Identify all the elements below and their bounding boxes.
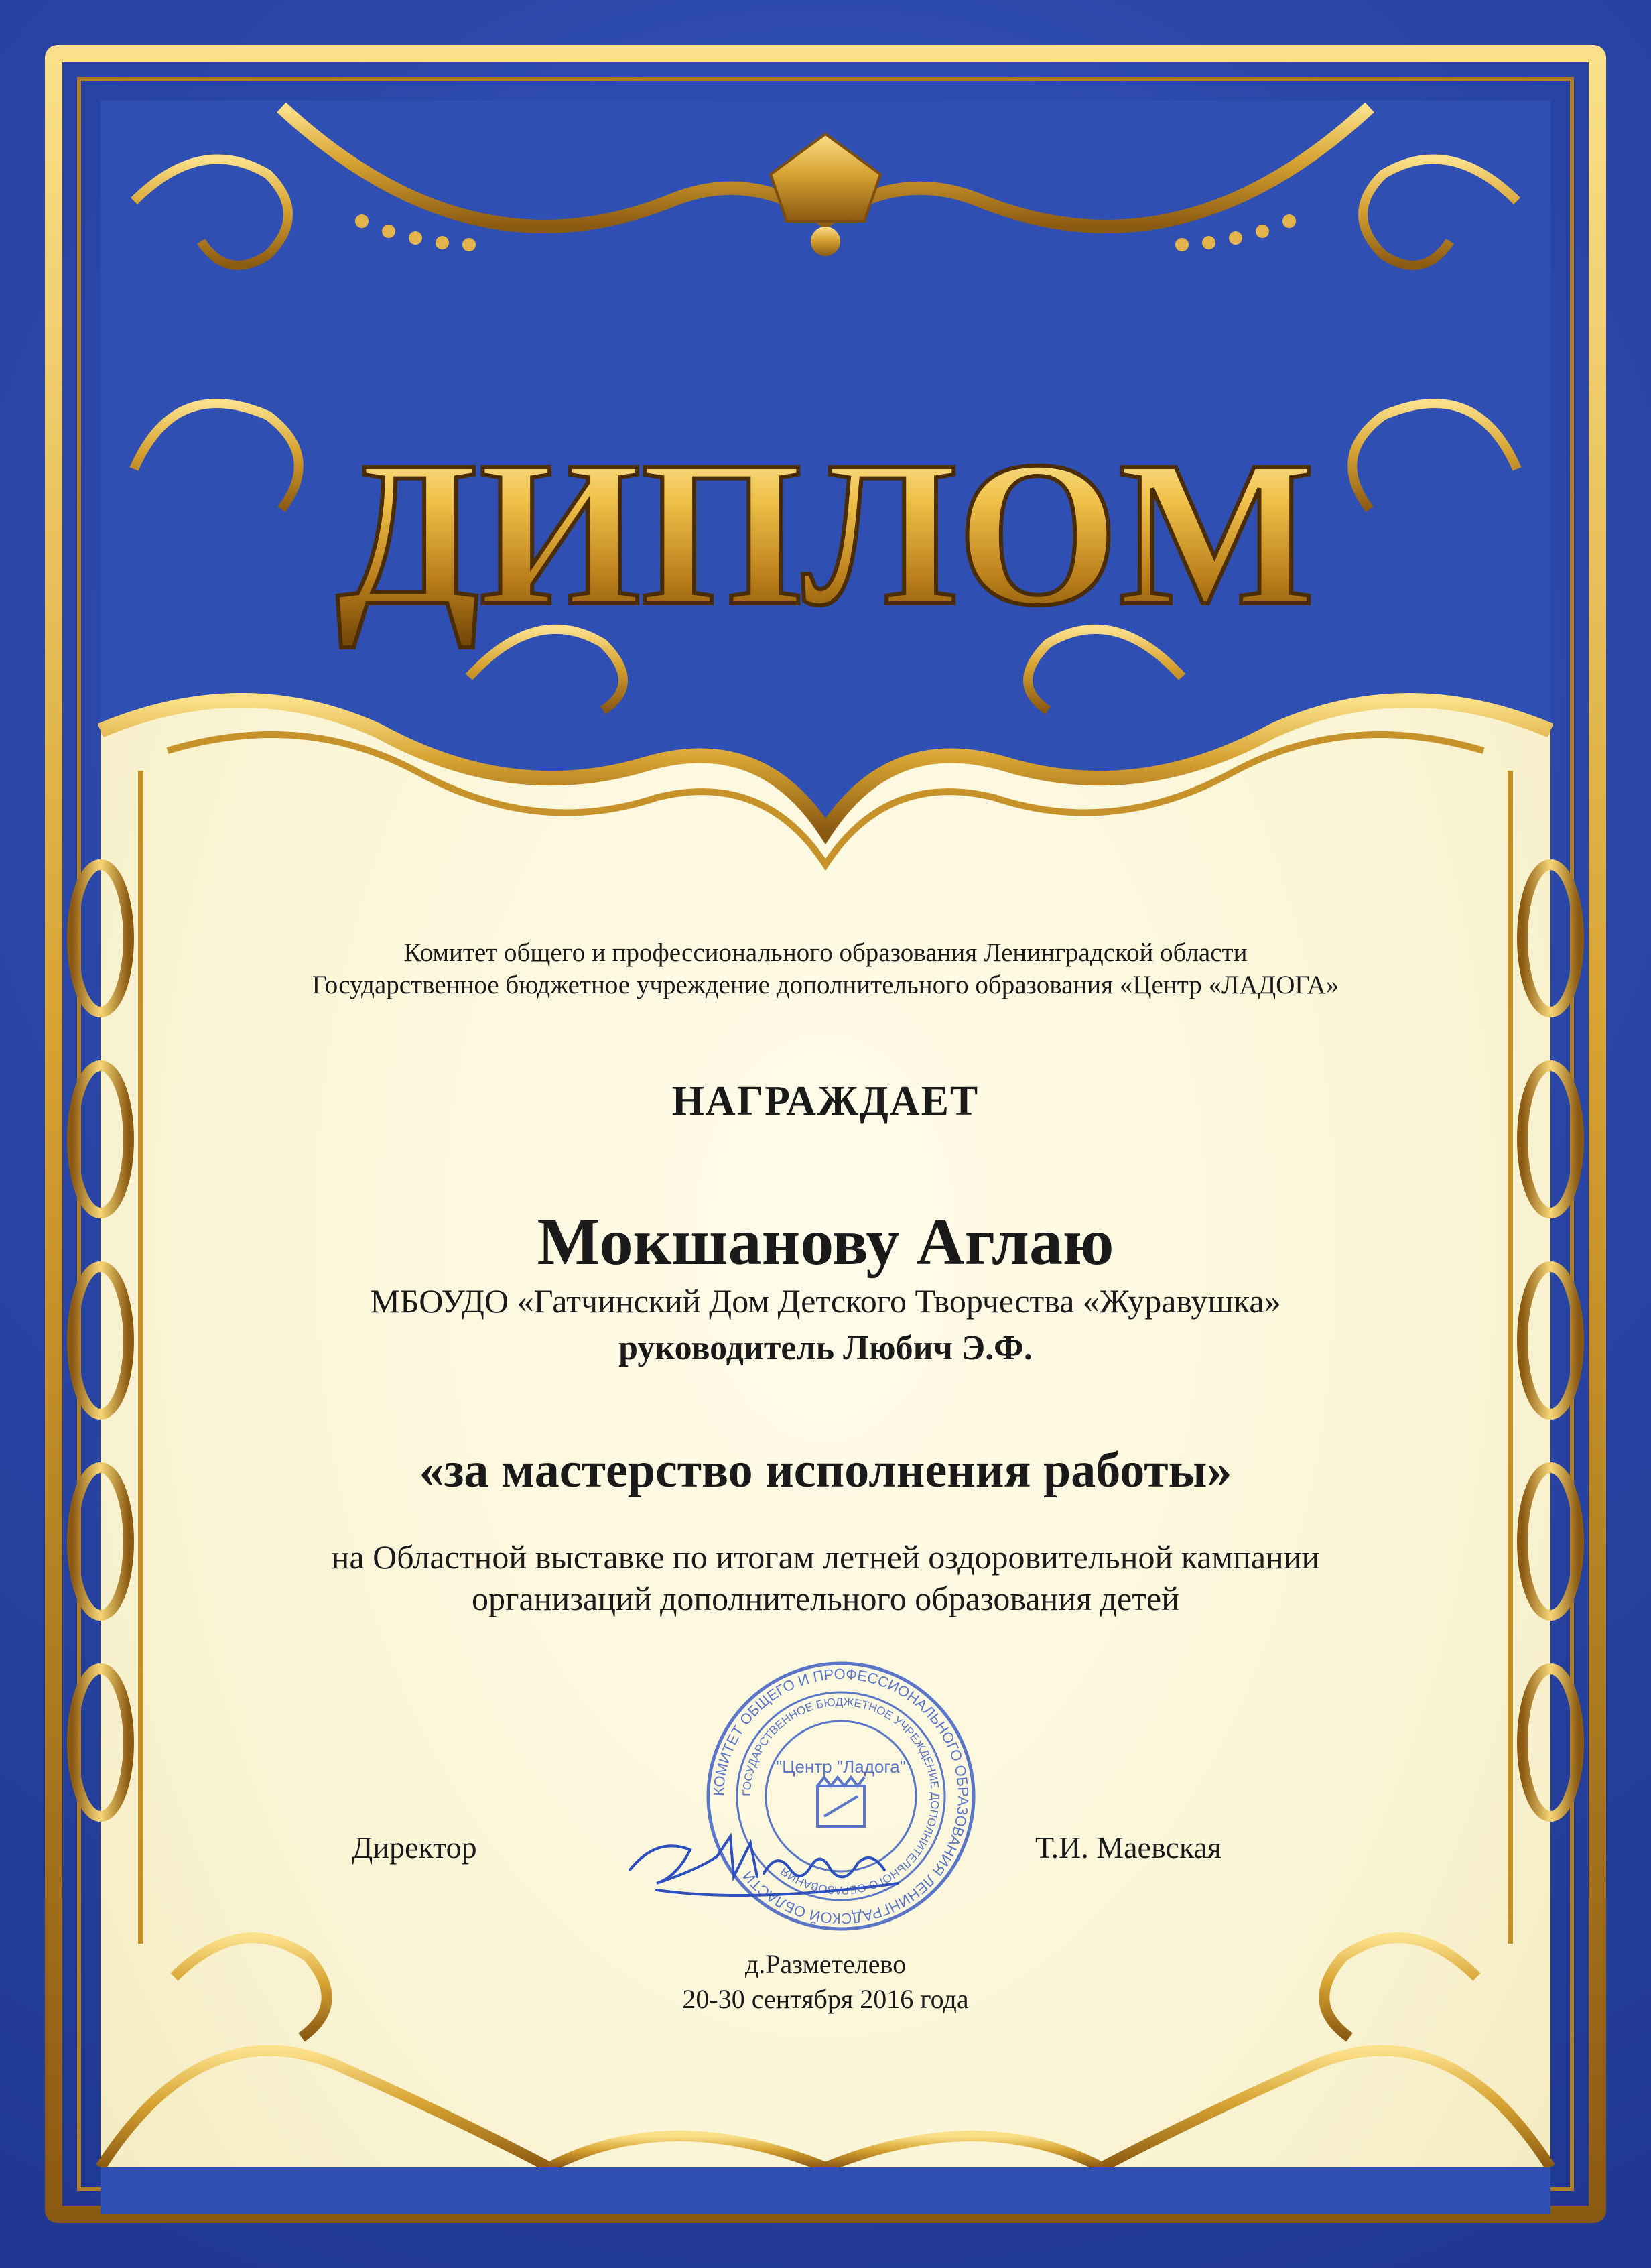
stamp-center-text: "Центр "Ладога"	[776, 1757, 906, 1777]
award-reason: «за мастерство исполнения работы»	[419, 1443, 1232, 1498]
committee-line-2: Государственное бюджетное учреждение дополнительного образования «Центр «ЛАДОГА»	[312, 970, 1339, 999]
recipient-name: Мокшанову Аглаю	[537, 1204, 1114, 1279]
event-description	[0, 1536, 1651, 1619]
event-line-2: организаций дополнительного образования детей	[472, 1580, 1179, 1617]
event-dates: 20-30 сентября 2016 года	[682, 1984, 969, 2014]
event-line-1: на Областной выставке по итогам летней оздоровительной кампании	[331, 1538, 1320, 1576]
place-and-date	[0, 1947, 1651, 2017]
awards-heading: НАГРАЖДАЕТ	[671, 1078, 980, 1124]
institution-name: МБОУДО «Гатчинский Дом Детского Творчества «Журавушка»	[370, 1282, 1281, 1320]
stamp-inner-text: ГОСУДАРСТВЕННОЕ БЮДЖЕТНОЕ УЧРЕЖДЕНИЕ ДОПОЛНИТЕЛЬНОГО ОБРАЗОВАНИЯ	[740, 1695, 942, 1897]
supervisor-name: руководитель Любич Э.Ф.	[618, 1329, 1033, 1367]
director-label: Директор	[352, 1830, 477, 1865]
committee-line-1: Комитет общего и профессионального образования Ленинградской области	[403, 938, 1248, 967]
director-signature	[616, 1810, 925, 1910]
committee-block	[0, 937, 1651, 1001]
title-graphic	[0, 0, 1651, 670]
stamp-outer-text: КОМИТЕТ ОБЩЕГО И ПРОФЕССИОНАЛЬНОГО ОБРАЗОВАНИЯ ЛЕНИНГРАДСКОЙ ОБЛАСТИ	[710, 1665, 972, 1928]
place-name: д.Разметелево	[744, 1949, 907, 1979]
director-name: Т.И. Маевская	[1035, 1830, 1222, 1865]
diploma-title: ДИПЛОМ	[336, 419, 1315, 649]
